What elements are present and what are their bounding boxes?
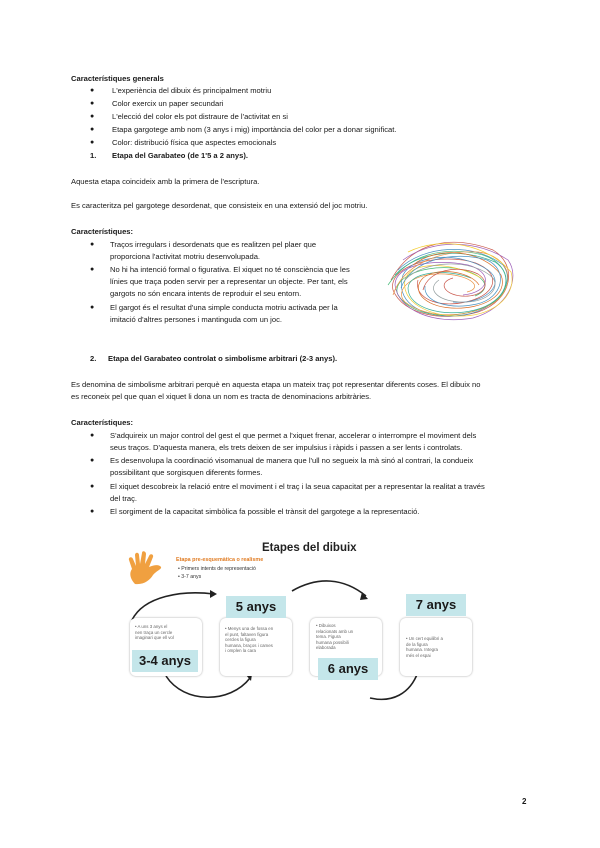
bullet-icon: ● bbox=[90, 113, 95, 120]
age-label-7: 7 anys bbox=[406, 594, 466, 616]
stage1-bullet-line: No hi ha intenció formal o figurativa. El xiquet no té consciència que les bbox=[110, 265, 350, 274]
arrow-head-icon bbox=[210, 590, 217, 598]
generals-item: Color exercix un paper secundari bbox=[112, 99, 224, 108]
age-label-5: 5 anys bbox=[226, 596, 286, 618]
bullet-icon: ● bbox=[90, 508, 95, 515]
stage-card bbox=[400, 618, 472, 676]
stage1-title: Etapa del Garabateo (de 1'5 a 2 anys). bbox=[112, 151, 249, 160]
stage2-bullet-line: possibilitant que sorgisquen diferents formes. bbox=[110, 468, 263, 477]
stage1-characteristics-heading: Característiques: bbox=[71, 227, 134, 236]
stage-card-text: • Dibuixos relacionats amb un tema. Figura humana possibili elaborada bbox=[316, 623, 354, 651]
bullet-icon: ● bbox=[90, 483, 95, 490]
stages-infographic bbox=[122, 538, 478, 708]
generals-item: Color: distribució física que aspectes emocionals bbox=[112, 138, 277, 147]
generals-item: L'experiència del dibuix és principalment motriu bbox=[112, 86, 272, 95]
age-label-6: 6 anys bbox=[318, 658, 378, 680]
bullet-icon: ● bbox=[90, 241, 95, 248]
stage2-bullet-line: Es desenvolupa la coordinació visomanual de manera que l'ull no segueix la mà sinó al contrari, la condueix bbox=[110, 456, 474, 465]
page-number: 2 bbox=[522, 797, 527, 806]
scribble-drawing bbox=[383, 230, 520, 325]
bullet-icon: ● bbox=[90, 87, 95, 94]
stage-card-text: • Menys una de fossa en el punt, faltaven figura cercles la figura humana, braços i cames i omplen la cara bbox=[225, 626, 274, 654]
stage1-paragraph: Aquesta etapa coincideix amb la primera de l'escriptura. bbox=[71, 177, 260, 186]
generals-heading: Característiques generals bbox=[71, 74, 164, 83]
stage1-bullet-line: proporciona l'activitat motriu desenvolupada. bbox=[110, 252, 261, 261]
stage1-bullet-line: imitació d'altres persones i mantinguda com un joc. bbox=[110, 315, 282, 324]
bullet-icon: ● bbox=[90, 457, 95, 464]
stage2-paragraph-line: es reconeix pel que quan el xiquet li dona un nom es tracta de denominacions arbitràries. bbox=[71, 392, 372, 401]
stage-card-text: • Un cert equilibri a de la figura humana. Integra més el espai bbox=[406, 636, 443, 658]
stage2-bullet-line: seus traços. D'aquesta manera, els trets deixen de ser impulsius i ràpids i passen a ser lents i controlats. bbox=[110, 443, 463, 452]
generals-item: L'elecció del color els pot distraure de l'activitat en si bbox=[112, 112, 288, 121]
stage2-bullet-line: S'adquireix un major control del gest el que permet a l'xiquet frenar, accelerar o interrompre el moviment dels bbox=[110, 431, 477, 440]
age-label-3-4: 3-4 anys bbox=[132, 650, 198, 672]
infographic-subitem: • 3-7 anys bbox=[178, 574, 202, 580]
stage2-bullet-line: El sorgiment de la capacitat simbòlica fa possible el trànsit del gargotege a la representació. bbox=[110, 507, 420, 516]
infographic-title: Etapes del dibuix bbox=[262, 542, 357, 554]
bullet-icon: ● bbox=[90, 304, 95, 311]
bullet-icon: ● bbox=[90, 126, 95, 133]
stage2-bullet-line: El xiquet descobreix la relació entre el moviment i el traç i la seua capacitat per a representar la realitat a través bbox=[110, 482, 485, 491]
stage2-title: Etapa del Garabateo controlat o simbolisme arbitrari (2-3 anys). bbox=[108, 354, 338, 363]
bullet-icon: ● bbox=[90, 139, 95, 146]
stage1-number: 1. bbox=[90, 151, 97, 160]
bullet-icon: ● bbox=[90, 432, 95, 439]
infographic-subtitle: Etapa pre-esquemàtica o realisme bbox=[176, 557, 264, 563]
stage2-paragraph-line: Es denomina de simbolisme arbitrari perquè en aquesta etapa un mateix traç pot representar diferents coses. El dibuix no bbox=[71, 380, 481, 389]
stage1-bullet-line: línies que traça poden servir per a representar un objecte. Per tant, els bbox=[110, 277, 348, 286]
stage2-number: 2. bbox=[90, 354, 97, 363]
bullet-icon: ● bbox=[90, 266, 95, 273]
stage-card-text: • A uns 3 anys el nen traça un cercle imaginari que ell vol bbox=[135, 624, 174, 641]
stage1-bullet-line: gargots no són encara intents de reproduir el seu entorn. bbox=[110, 289, 302, 298]
stage1-bullet-line: Traços irregulars i desordenats que es realitzen pel plaer que bbox=[110, 240, 317, 249]
stage-card bbox=[220, 618, 292, 676]
stage2-characteristics-heading: Característiques: bbox=[71, 418, 134, 427]
stage1-bullet-line: El gargot és el resultat d'una simple conducta motriu activada per la bbox=[110, 303, 338, 312]
infographic-subitem: • Primers intents de representació bbox=[178, 566, 256, 572]
generals-item: Etapa gargotege amb nom (3 anys i mig) importància del color per a donar significat. bbox=[112, 125, 397, 134]
bullet-icon: ● bbox=[90, 100, 95, 107]
stage2-bullet-line: del traç. bbox=[110, 494, 138, 503]
stage1-paragraph: Es caracteritza pel gargotege desordenat, que consisteix en una extensió del joc motriu. bbox=[71, 201, 368, 210]
